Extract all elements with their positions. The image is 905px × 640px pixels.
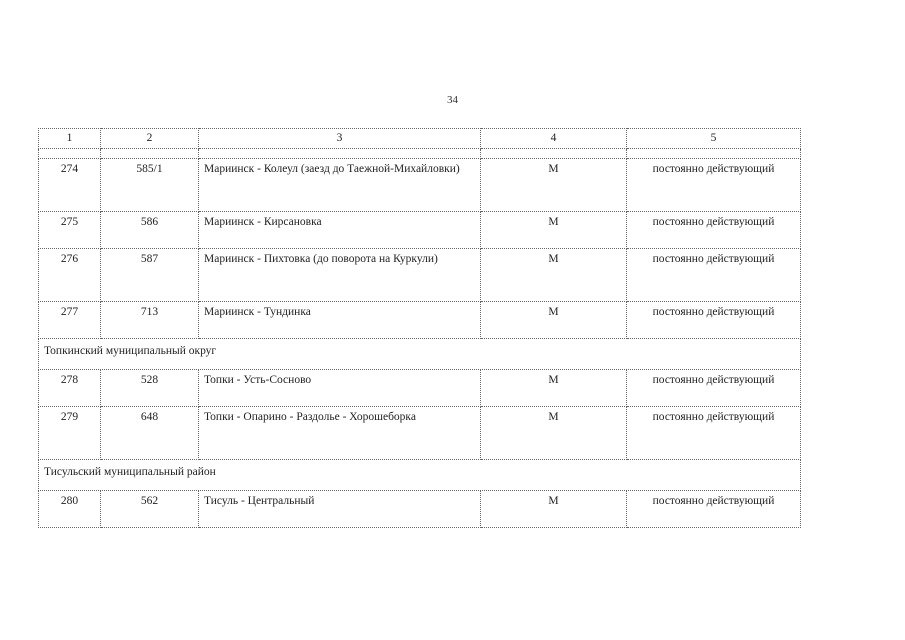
table-row (39, 491, 801, 528)
route-code-cell: 713 (101, 302, 199, 339)
header-spacer-row (39, 149, 801, 159)
route-status-cell: постоянно действующий (627, 159, 801, 212)
route-name-cell: Мариинск - Колеул (заезд до Таежной-Михайловки) (199, 159, 481, 212)
route-code-cell: 585/1 (101, 159, 199, 212)
routes-table (38, 128, 801, 528)
table-header-row (39, 129, 801, 149)
row-number-cell: 276 (39, 249, 101, 302)
route-type-cell: М (481, 370, 627, 407)
table-row (39, 302, 801, 339)
table-row (39, 370, 801, 407)
route-name-cell: Топки - Опарино - Раздолье - Хорошеборка (199, 407, 481, 460)
header-col-1: 1 (39, 129, 101, 149)
row-number-cell: 280 (39, 491, 101, 528)
table-row (39, 249, 801, 302)
route-name-cell: Топки - Усть-Сосново (199, 370, 481, 407)
route-code-cell: 562 (101, 491, 199, 528)
table-row (39, 407, 801, 460)
route-status-cell: постоянно действующий (627, 249, 801, 302)
table-row (39, 159, 801, 212)
table-body (39, 159, 801, 528)
header-col-5: 5 (627, 129, 801, 149)
row-number-cell: 274 (39, 159, 101, 212)
page-number: 34 (447, 94, 458, 106)
section-label: Тисульский муниципальный район (39, 460, 801, 491)
row-number-cell: 278 (39, 370, 101, 407)
section-row (39, 460, 801, 491)
header-col-3: 3 (199, 129, 481, 149)
route-code-cell: 648 (101, 407, 199, 460)
route-status-cell: постоянно действующий (627, 370, 801, 407)
route-status-cell: постоянно действующий (627, 407, 801, 460)
route-name-cell: Мариинск - Тундинка (199, 302, 481, 339)
route-status-cell: постоянно действующий (627, 302, 801, 339)
route-status-cell: постоянно действующий (627, 212, 801, 249)
route-type-cell: М (481, 407, 627, 460)
section-row (39, 339, 801, 370)
route-type-cell: М (481, 302, 627, 339)
route-code-cell: 528 (101, 370, 199, 407)
route-type-cell: М (481, 159, 627, 212)
route-code-cell: 586 (101, 212, 199, 249)
route-name-cell: Тисуль - Центральный (199, 491, 481, 528)
route-name-cell: Мариинск - Пихтовка (до поворота на Куркули) (199, 249, 481, 302)
route-type-cell: М (481, 249, 627, 302)
row-number-cell: 277 (39, 302, 101, 339)
row-number-cell: 279 (39, 407, 101, 460)
route-type-cell: М (481, 212, 627, 249)
route-name-cell: Мариинск - Кирсановка (199, 212, 481, 249)
section-label: Топкинский муниципальный округ (39, 339, 801, 370)
route-type-cell: М (481, 491, 627, 528)
spacer-cell (627, 149, 801, 159)
route-status-cell: постоянно действующий (627, 491, 801, 528)
spacer-cell (39, 149, 101, 159)
route-code-cell: 587 (101, 249, 199, 302)
spacer-cell (101, 149, 199, 159)
spacer-cell (199, 149, 481, 159)
header-col-2: 2 (101, 129, 199, 149)
spacer-cell (481, 149, 627, 159)
row-number-cell: 275 (39, 212, 101, 249)
table-row (39, 212, 801, 249)
header-col-4: 4 (481, 129, 627, 149)
